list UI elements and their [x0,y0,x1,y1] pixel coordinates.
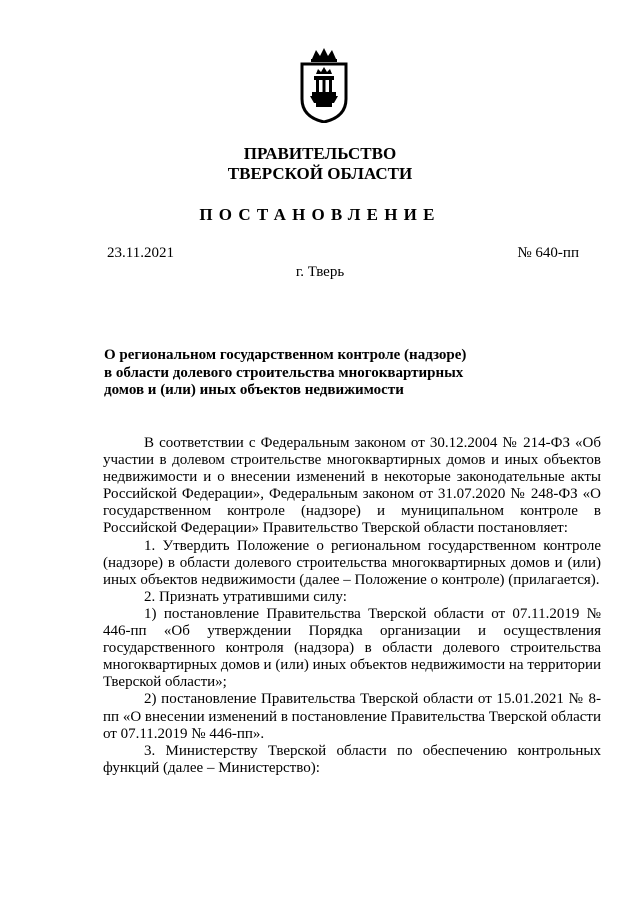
document-number: № 640-пп [517,245,579,261]
item-2-2-paragraph: 2) постановление Правительства Тверской области от 15.01.2021 № 8-пп «О внесении изменений в постановление Правительства Тверской области от 07.11.2019 № 446-пп». [103,691,601,742]
document-title [104,347,466,400]
government-name-line-1: ПРАВИТЕЛЬСТВО [243,144,397,163]
document-date: 23.11.2021 [107,245,174,261]
item-3-paragraph: 3. Министерству Тверской области по обеспечению контрольных функций (далее – Министерство): [103,742,601,776]
preamble-paragraph: В соответствии с Федеральным законом от 30.12.2004 № 214-ФЗ «Об участии в долевом строительстве многоквартирных домов и иных объектов недвижимости и о внесении изменений в некоторые законодательные акты Российской Федерации», Федеральным законом от 31.07.2020 № 248-ФЗ «О государственном контроле (надзоре) и муниципальном контроле в Российской Федерации» Правительство Тверской области постановляет: [103,435,601,537]
document-body [103,435,601,777]
item-2-paragraph: 2. Признать утратившими силу: [144,588,347,605]
government-name [0,144,640,184]
document-city: г. Тверь [295,264,345,280]
title-line-1: О региональном государственном контроле (надзоре) [104,347,467,363]
item-1-paragraph: 1. Утвердить Положение о региональном государственном контроле (надзоре) в области долевого строительства многоквартирных домов и (или) иных объектов недвижимости (далее – Положение о контроле) (прилагается). [103,537,601,588]
title-line-3: домов и (или) иных объектов недвижимости [104,382,404,398]
item-2-1-paragraph: 1) постановление Правительства Тверской области от 07.11.2019 № 446-пп «Об утверждении Порядка организации и осуществления государственного контроля (надзора) в области долевого строительства многоквартирных домов и (или) иных объектов недвижимости на территории Тверской области»; [103,605,601,691]
title-line-2: в области долевого строительства многоквартирных [104,364,464,381]
government-name-line-2: ТВЕРСКОЙ ОБЛАСТИ [227,164,413,183]
document-type: ПОСТАНОВЛЕНИЕ [199,205,441,224]
tver-coat-of-arms-icon [298,47,350,123]
